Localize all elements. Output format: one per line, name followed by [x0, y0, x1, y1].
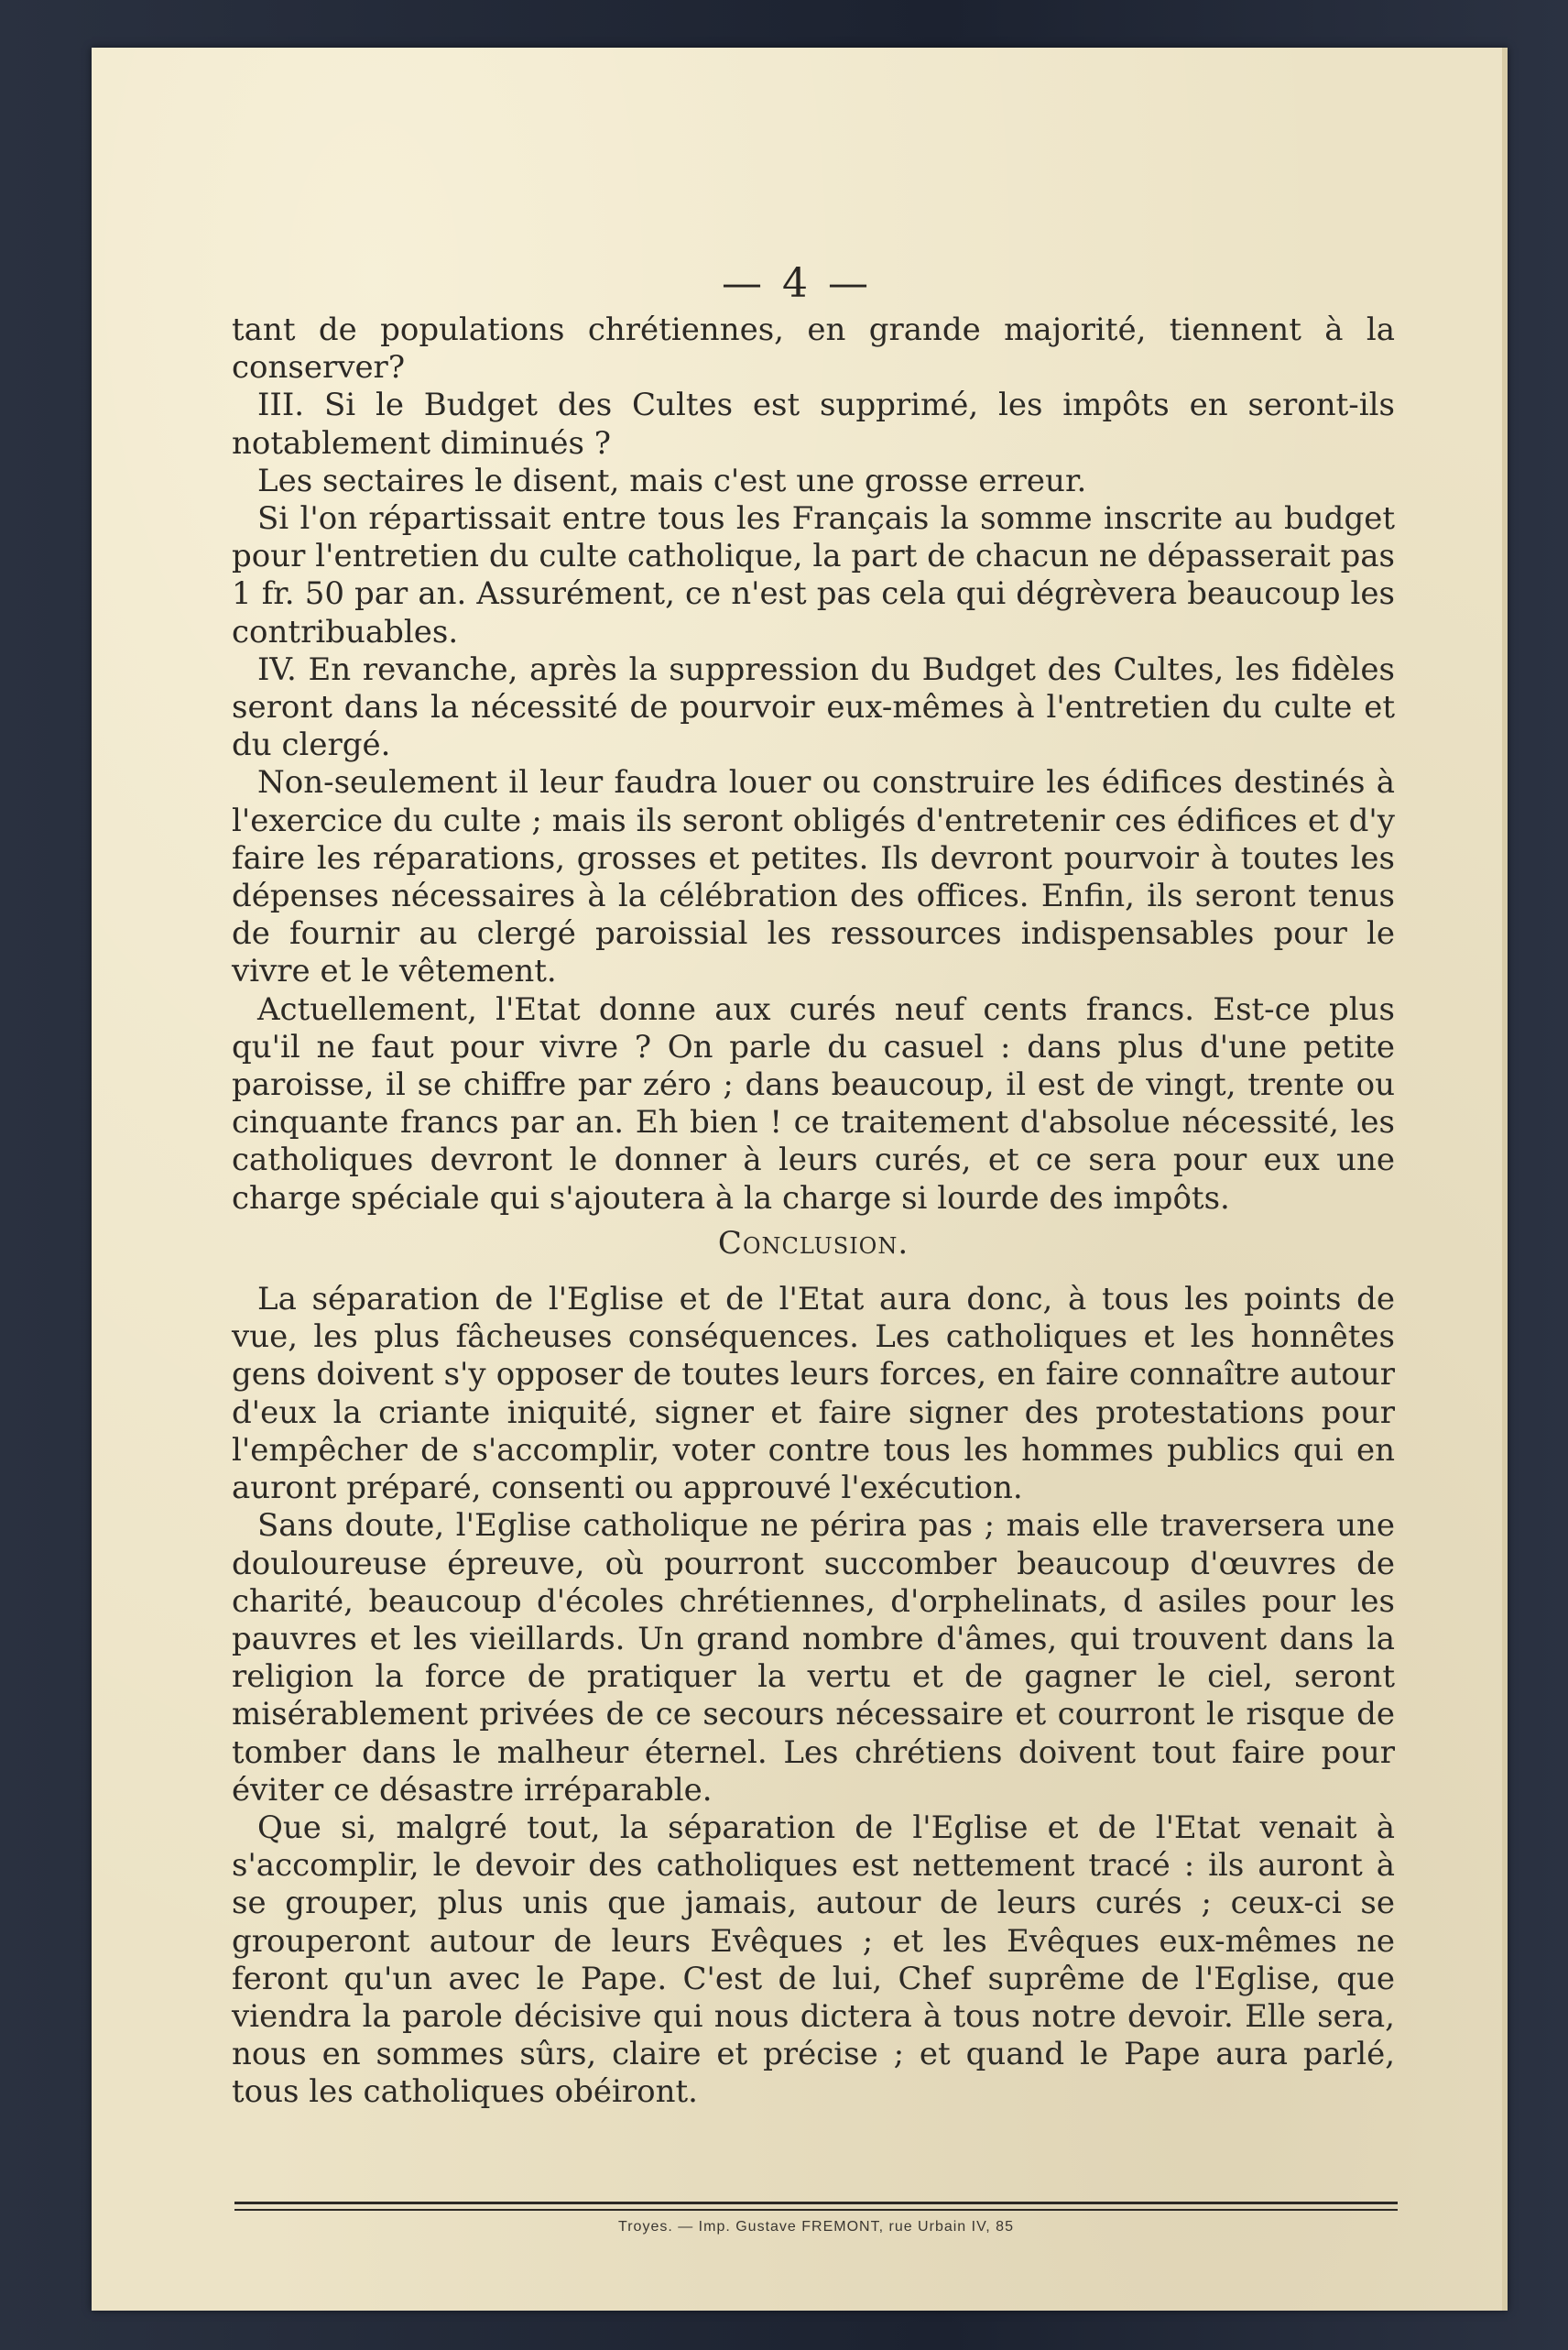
- paragraph: Si l'on répartissait entre tous les Français la somme inscrite au budget pour l'entretien du culte catholique, la part de chacun ne dépasserait pas 1 fr. 50 par an. Assurément, ce n'est pas cela qui dégrèvera beaucoup les contribuables.: [232, 500, 1395, 650]
- paragraph-section-iii: III. Si le Budget des Cultes est supprimé, les impôts en seront-ils notablement diminués ?: [232, 387, 1395, 462]
- paragraph: Les sectaires le disent, mais c'est une grosse erreur.: [257, 462, 1087, 499]
- paragraph: Actuellement, l'Etat donne aux curés neuf cents francs. Est-ce plus qu'il ne faut pour vivre ? On parle du casuel : dans plus d'une petite paroisse, il se chiffre par zéro ; dans beaucoup, il est de vingt, trente ou cinquante francs par an. Eh bien ! ce traitement d'absolue nécessité, les catholiques devront le donner à leurs curés, et ce sera pour eux une charge spéciale qui s'ajoutera à la charge si lourde des impôts.: [232, 990, 1395, 1217]
- paragraph-section-iv: IV. En revanche, après la suppression du Budget des Cultes, les fidèles seront dans la nécessité de pourvoir eux-mêmes à l'entretien du culte et du clergé.: [232, 650, 1395, 764]
- conclusion-paragraph: La séparation de l'Eglise et de l'Etat aura donc, à tous les points de vue, les plus fâcheuses conséquences. Les catholiques et les honnêtes gens doivent s'y opposer de toutes leurs forces, en faire connaître autour d'eux la criante iniquité, signer et faire signer des protestations pour l'empêcher de s'accomplir, voter contre tous les hommes publics qui en auront préparé, consenti ou approuvé l'exécution.: [232, 1281, 1395, 1507]
- conclusion-paragraph: Sans doute, l'Eglise catholique ne périra pas ; mais elle traversera une douloureuse épreuve, où pourront succomber beaucoup d'œuvres de charité, beaucoup d'écoles chrétiennes, d'orphelinats, d asiles pour les pauvres et les vieillards. Un grand nombre d'âmes, qui trouvent dans la religion la force de pratiquer la vertu et de gagner le ciel, seront misérablement privées de ce secours nécessaire et courront le risque de tomber dans le malheur éternel. Les chrétiens doivent tout faire pour éviter ce désastre irréparable.: [232, 1507, 1395, 1809]
- conclusion-heading: Conclusion.: [717, 1224, 909, 1262]
- paragraph-continuation: tant de populations chrétiennes, en grande majorité, tiennent à la conserver?: [232, 312, 1395, 387]
- page-number: — 4 —: [722, 260, 872, 307]
- footer-rule: [234, 2209, 1398, 2211]
- footer-rule: [234, 2202, 1398, 2204]
- body-text: [232, 312, 1395, 2112]
- paragraph: Non-seulement il leur faudra louer ou construire les édifices destinés à l'exercice du culte ; mais ils seront obligés d'entretenir ces édifices et d'y faire les réparations, grosses et petites. Ils devront pourvoir à toutes les dépenses nécessaires à la célébration des offices. Enfin, ils seront tenus de fournir au clergé paroissial les ressources indispensables pour le vivre et le vêtement.: [232, 764, 1395, 990]
- conclusion-paragraph: Que si, malgré tout, la séparation de l'Eglise et de l'Etat venait à s'accomplir, le devoir des catholiques est nettement tracé : ils auront à se grouper, plus unis que jamais, autour de leurs curés ; ceux-ci se grouperont autour de leurs Evêques ; et les Evêques eux-mêmes ne feront qu'un avec le Pape. C'est de lui, Chef suprême de l'Eglise, que viendra la parole décisive qui nous dictera à tous notre devoir. Elle sera, nous en sommes sûrs, claire et précise ; et quand le Pape aura parlé, tous les catholiques obéiront.: [232, 1809, 1395, 2111]
- printer-imprint: Troyes. — Imp. Gustave FREMONT, rue Urbain IV, 85: [618, 2219, 1014, 2235]
